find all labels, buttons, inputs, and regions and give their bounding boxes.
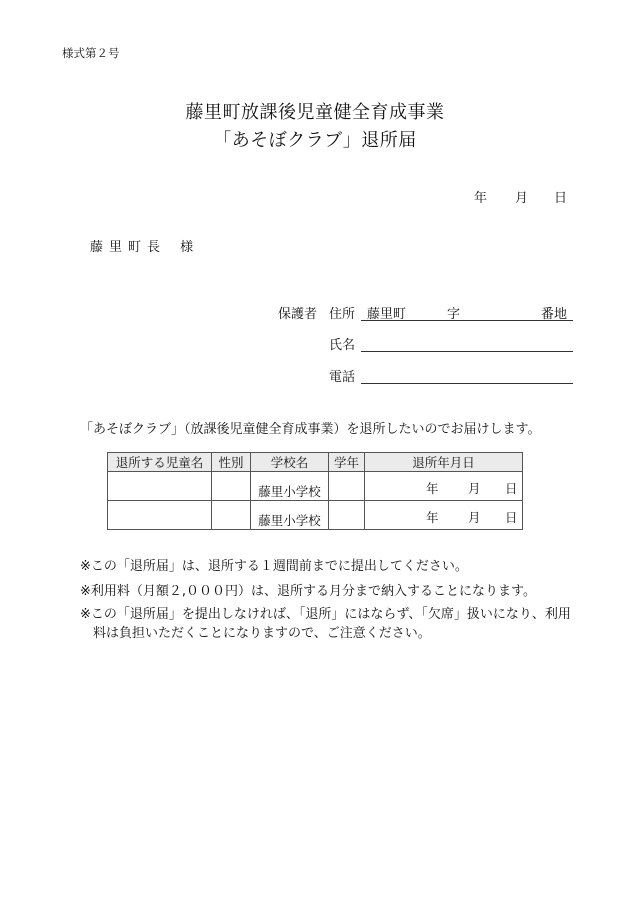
addressee-honorific: 様 [180, 240, 200, 255]
header-school: 学校名 [251, 453, 329, 472]
gender-cell[interactable] [212, 472, 251, 501]
name-label: 氏名 [329, 338, 356, 353]
note-fee: ※利用料（月額２,０００円）は、退所する月分まで納入することになります。 [80, 584, 536, 599]
date-year-label: 年 [474, 191, 488, 206]
wd-day-label: 日 [505, 510, 518, 525]
document-title-line1: 藤里町放課後児童健全育成事業 [185, 102, 445, 123]
withdrawal-statement: 「あそぼクラブ」（放課後児童健全育成事業）を退所したいのでお届けします。 [80, 422, 541, 437]
address-town: 藤里町 [367, 307, 407, 322]
school-cell: 藤里小学校 [251, 472, 329, 501]
header-grade: 学年 [329, 453, 365, 472]
gender-cell[interactable] [212, 501, 251, 530]
document-title-line2: 「あそぼクラブ」退所届 [213, 130, 417, 151]
note-absence-warning: ※この「退所届」を提出しなければ、「退所」にはならず、「欠席」扱いになり、利用料は負担いただくことになりますので、ご注意ください。 [80, 607, 571, 641]
grade-cell[interactable] [329, 501, 365, 530]
addressee [90, 236, 199, 255]
wd-year-label: 年 [426, 510, 439, 525]
name-field-line[interactable] [361, 351, 573, 352]
school-cell: 藤里小学校 [251, 501, 329, 530]
wd-month-label: 月 [468, 510, 481, 525]
wd-day-label: 日 [505, 481, 518, 496]
withdrawal-date-cell[interactable] [365, 501, 523, 530]
date-day-label: 日 [554, 191, 568, 206]
table-row [108, 472, 523, 501]
phone-label: 電話 [329, 370, 356, 385]
wd-year-label: 年 [426, 481, 439, 496]
addressee-name: 藤里町長 [90, 240, 167, 255]
wd-month-label: 月 [468, 481, 481, 496]
header-withdrawal-date: 退所年月日 [365, 453, 523, 472]
header-child-name: 退所する児童名 [108, 453, 212, 472]
address-aza: 字 [447, 307, 461, 322]
address-label: 住所 [329, 307, 356, 322]
note-deadline: ※この「退所届」は、退所する１週間前までに提出してください。 [80, 559, 468, 574]
withdrawal-date-cell[interactable] [365, 472, 523, 501]
child-name-cell[interactable] [108, 501, 212, 530]
date-month-label: 月 [515, 191, 529, 206]
guardian-label: 保護者 [278, 307, 318, 322]
withdrawal-table [107, 452, 523, 530]
child-name-cell[interactable] [108, 472, 212, 501]
phone-field-line[interactable] [361, 383, 573, 384]
table-header-row [108, 453, 523, 472]
address-field-line[interactable] [361, 320, 573, 321]
table-row [108, 501, 523, 530]
grade-cell[interactable] [329, 472, 365, 501]
address-banchi: 番地 [541, 307, 568, 322]
header-gender: 性別 [212, 453, 251, 472]
form-number: 様式第２号 [62, 46, 120, 60]
